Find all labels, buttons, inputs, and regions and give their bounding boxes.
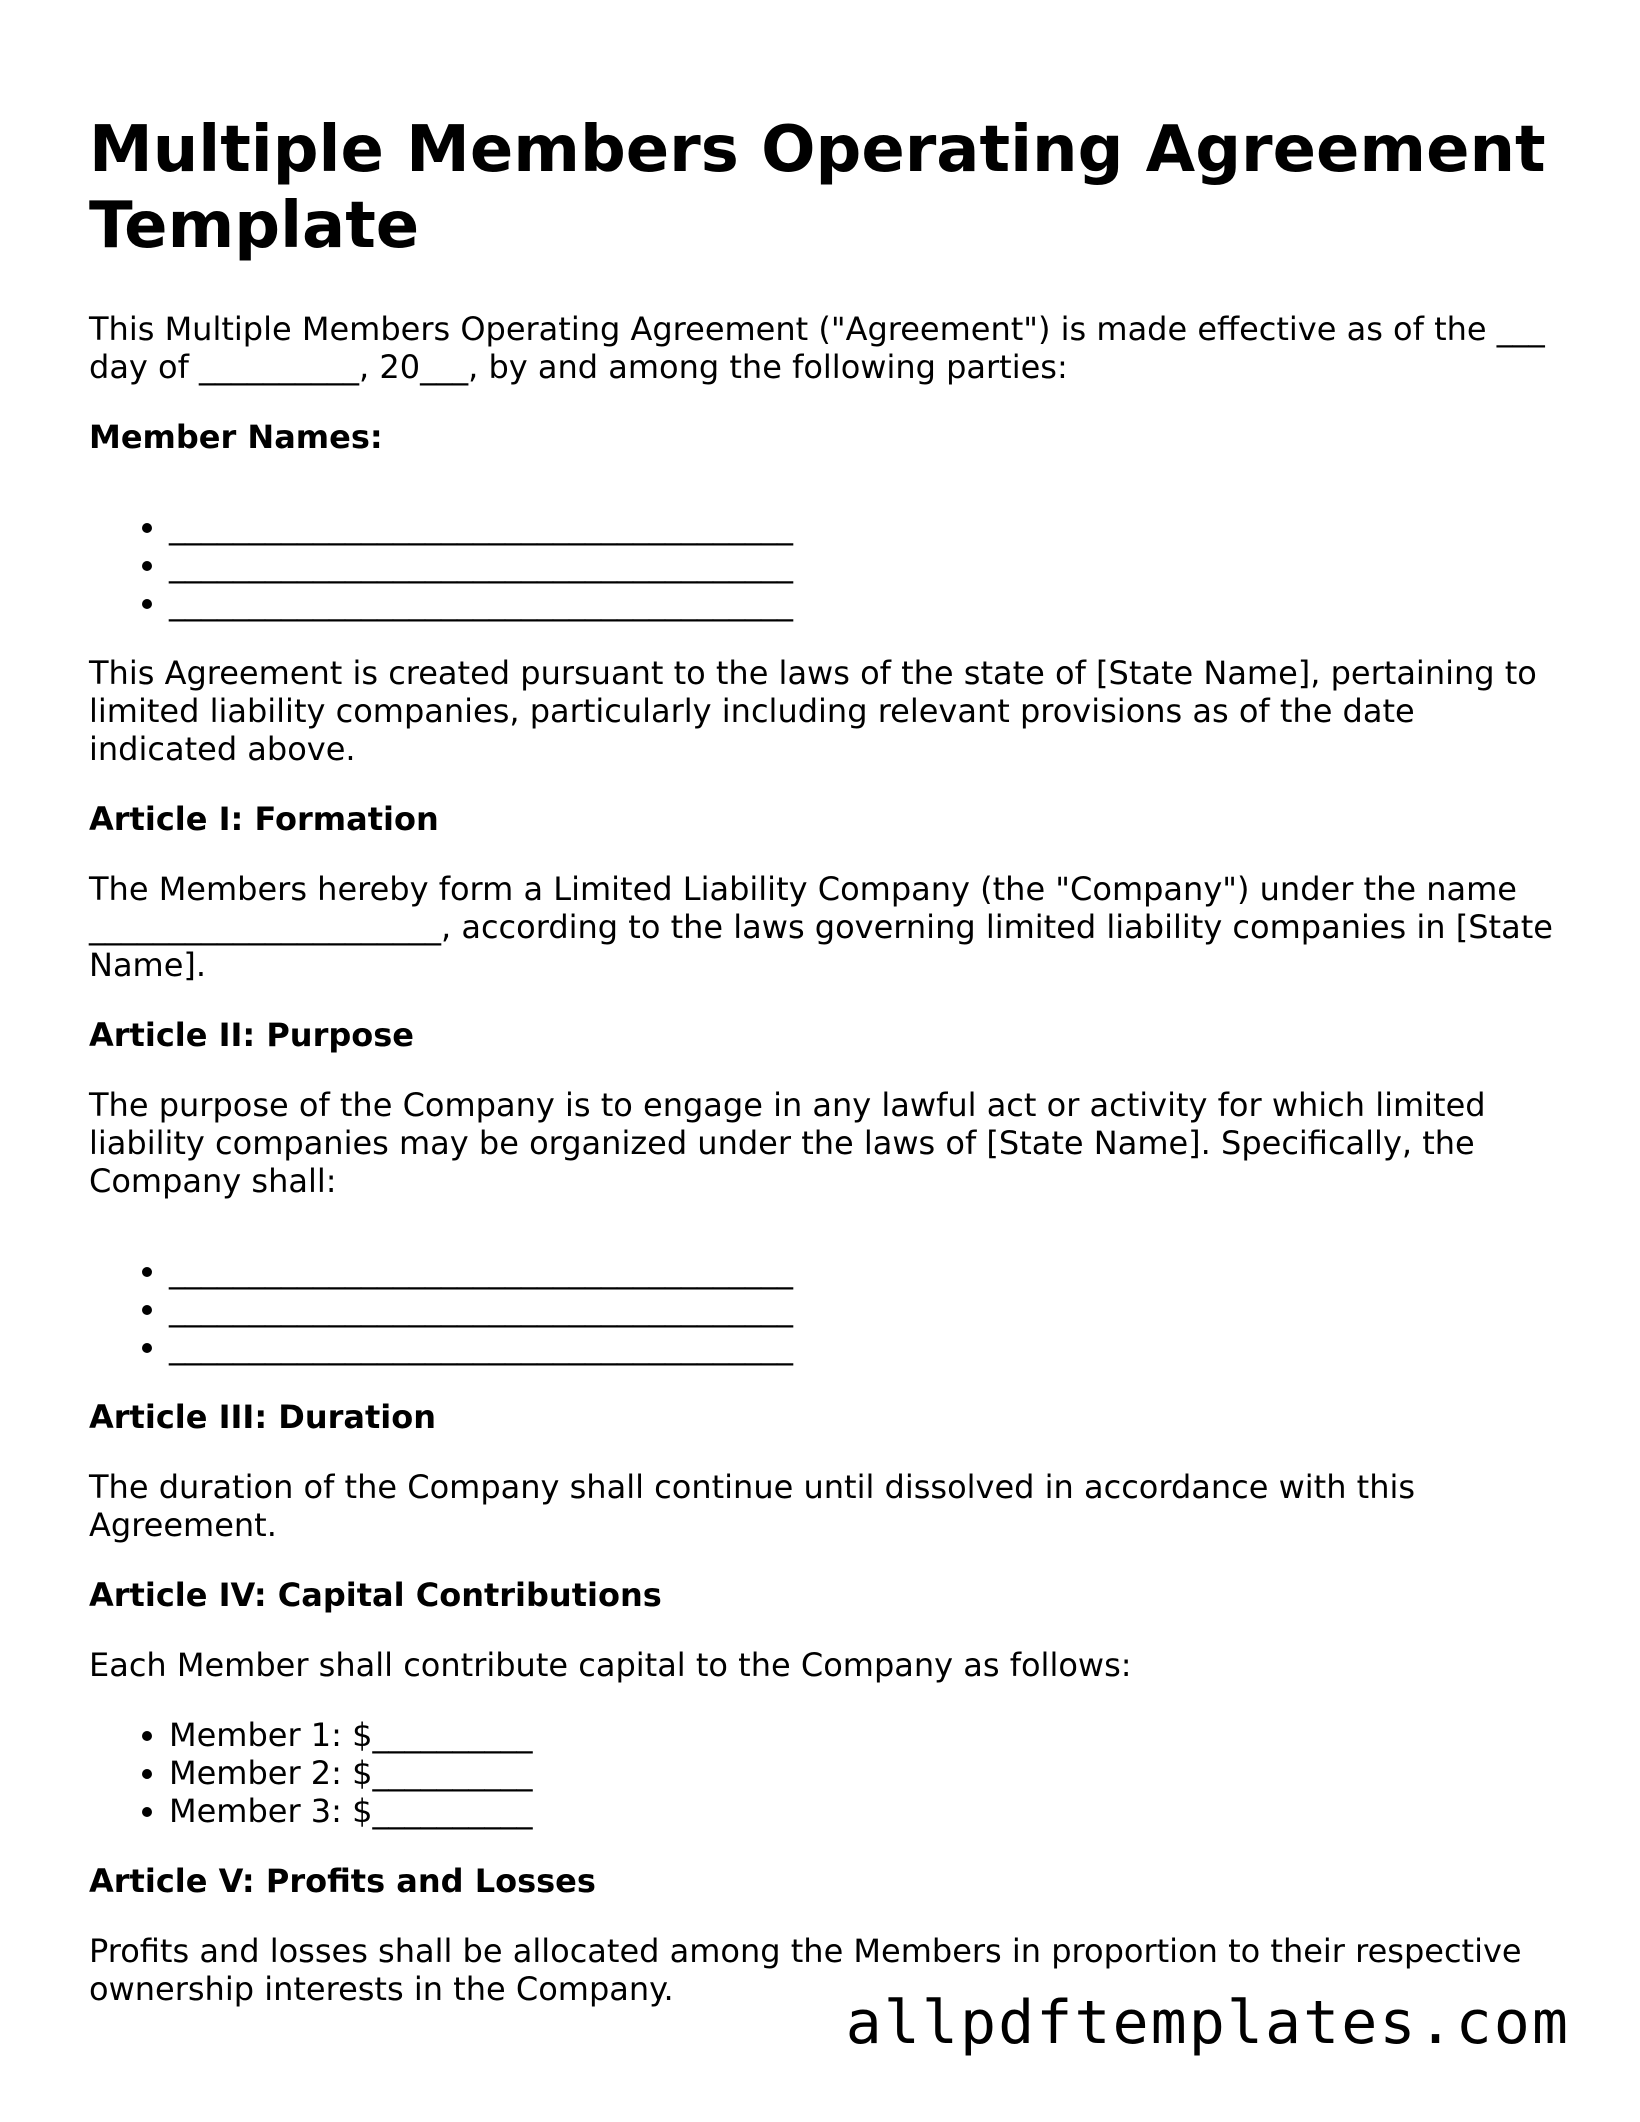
list-item: • _______________________________________ [169,1290,1559,1328]
article-4-body: Each Member shall contribute capital to the Company as follows: [89,1646,1132,1684]
member-names-list [89,508,1559,622]
watermark: allpdftemplates.com [845,1988,1570,2058]
intro-paragraph: This Multiple Members Operating Agreement ("Agreement") is made effective as of the ___ day of __________, 20___, by and among the following parties: [89,310,1545,386]
list-item: • Member 1: $__________ [169,1716,1559,1754]
article-1-body: The Members hereby form a Limited Liability Company (the "Company") under the name ______________________, according to the laws governing limited liability companies in [State Name]. [89,870,1553,984]
article-5-body: Profits and losses shall be allocated among the Members in proportion to their respective ownership interests in the Company. [89,1932,1522,2008]
list-item: • _______________________________________ [169,546,1559,584]
laws-paragraph: This Agreement is created pursuant to the laws of the state of [State Name], pertaining to limited liability companies, particularly including relevant provisions as of the date indicated above. [89,654,1537,768]
document-page [89,112,1559,2040]
article-4-list [89,1716,1559,1830]
article-3-heading: Article III: Duration [89,1398,436,1436]
list-item: • _______________________________________ [169,1328,1559,1366]
article-2-list [89,1252,1559,1366]
article-5-heading: Article V: Profits and Losses [89,1862,596,1900]
member-names-heading: Member Names: [89,418,383,456]
list-item: • _______________________________________ [169,1252,1559,1290]
article-1-heading: Article I: Formation [89,800,439,838]
article-2-heading: Article II: Purpose [89,1016,414,1054]
article-2-body: The purpose of the Company is to engage in any lawful act or activity for which limited liability companies may be organized under the laws of [State Name]. Specifically, the Company shall: [89,1086,1486,1200]
article-4-heading: Article IV: Capital Contributions [89,1576,662,1614]
list-item: • Member 2: $__________ [169,1754,1559,1792]
article-3-body: The duration of the Company shall continue until dissolved in accordance with this Agreement. [89,1468,1416,1544]
list-item: • Member 3: $__________ [169,1792,1559,1830]
document-title: Multiple Members Operating Agreement Template [89,113,1546,263]
list-item: • _______________________________________ [169,508,1559,546]
list-item: • _______________________________________ [169,584,1559,622]
